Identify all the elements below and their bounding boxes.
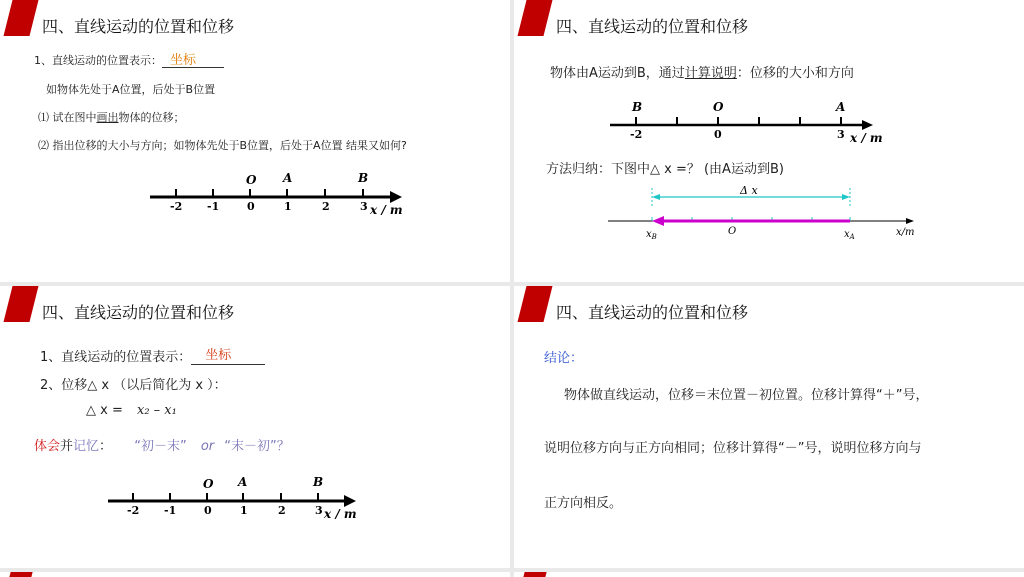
tick-label: 3 [315,504,323,517]
question-label: 1、直线运动的位置表示： [34,54,162,67]
task-1-emphasis: 画出 [96,111,119,124]
tick-label: 0 [247,200,255,213]
conclusion-line-3: 正方向相反。 [544,496,623,511]
task-1-prefix: ⑴ 试在图中 [38,111,97,124]
slide-1[interactable] [0,0,510,282]
tick-label: 2 [322,200,330,213]
task-1 [38,109,185,125]
or-word: or [200,439,215,454]
slide-title: 四、直线运动的位置和位移 [556,303,749,322]
displacement-diagram [606,184,926,244]
scenario-text: 如物体先处于A位置，后处于B位置 [46,83,216,96]
xb-label: $x_B$ [646,229,657,241]
option-final-minus-initial: “末－初”？ [224,439,290,454]
slide-3[interactable] [0,286,510,568]
delta-x-label: Δ x [740,184,758,197]
tick-label: -2 [630,128,643,141]
number-line [600,96,900,148]
note-word-3: 记忆 [73,439,100,454]
point-label-a: A [283,171,293,185]
formula [86,403,177,418]
title-accent [518,286,553,322]
axis-unit: x / m [324,507,357,521]
point-label-o: O [203,477,214,491]
task-1-suffix: 物体的位移； [118,111,185,124]
point-label-a: A [836,100,846,114]
note-word-2: 并 [60,439,74,454]
conclusion-line-1: 物体做直线运动，位移＝末位置－初位置。位移计算得“＋”号， [564,388,929,403]
tick-label: 2 [278,504,286,517]
answer-text: 坐标 [205,348,232,363]
option-initial-minus-final: “初－末” [134,439,187,454]
tick-label: 1 [240,504,248,517]
number-line [140,166,420,226]
title-accent [4,0,39,36]
note-colon: ： [99,439,113,454]
position-question [40,346,265,365]
tick-label: 3 [360,200,368,213]
question-label: 1、直线运动的位置表示： [40,350,192,365]
slide-title: 四、直线运动的位置和位移 [42,303,235,322]
answer-text: 坐标 [170,53,197,68]
tick-label: -2 [170,200,183,213]
formula-rhs: x₂ – x₁ [137,403,177,418]
axis-unit: x / m [850,131,883,145]
title-accent [523,572,546,577]
question-suffix: ：位移的大小和方向 [736,66,854,81]
point-label-a: A [238,475,248,489]
formula-lhs: △ x = [86,403,123,418]
conclusion-label: 结论： [544,351,584,366]
point-label-b: B [358,171,369,185]
answer-blank [191,350,265,365]
title-accent [518,0,553,36]
tick-label: 3 [837,128,845,141]
tick-label: -1 [164,504,177,517]
title-accent [9,572,32,577]
tick-label: 1 [284,200,292,213]
point-label-b: B [632,100,643,114]
displacement-definition: 2、位移△ x （以后简化为 x ）： [40,378,227,393]
axis-unit: x / m [370,203,403,217]
title-accent [4,286,39,322]
slide-title: 四、直线运动的位置和位移 [556,17,749,36]
next-slide-peek [514,572,1024,577]
axis-unit: x/m [896,227,915,238]
slide-2[interactable] [514,0,1024,282]
conclusion-line-2: 说明位移方向与正方向相同；位移计算得“－”号，说明位移方向与 [544,441,922,456]
method-summary: 方法归纳：下图中△ x =？ (由A运动到B) [546,162,784,177]
slide-4[interactable] [514,286,1024,568]
tick-label: -2 [127,504,140,517]
slide-title: 四、直线运动的位置和位移 [42,17,235,36]
xa-label: $x_A$ [844,229,855,241]
question-prefix: 物体由A运动到B，通过 [550,66,685,81]
next-slide-peek [0,572,510,577]
tick-label: 0 [714,128,722,141]
point-label-b: B [313,475,324,489]
position-question [34,52,224,68]
motion-question [550,62,854,81]
memory-note [34,435,290,454]
tick-label: -1 [207,200,220,213]
point-label-o: O [713,100,724,114]
task-2: ⑵ 指出位移的大小与方向；如物体先处于B位置，后处于A位置 结果又如何? [38,139,407,152]
point-label-o: O [246,173,257,187]
question-emphasis: 计算说明 [684,66,737,81]
tick-label: 0 [204,504,212,517]
origin-label: O [728,226,737,237]
number-line [100,474,380,534]
answer-blank [162,55,224,68]
note-word-1: 体会 [34,439,61,454]
